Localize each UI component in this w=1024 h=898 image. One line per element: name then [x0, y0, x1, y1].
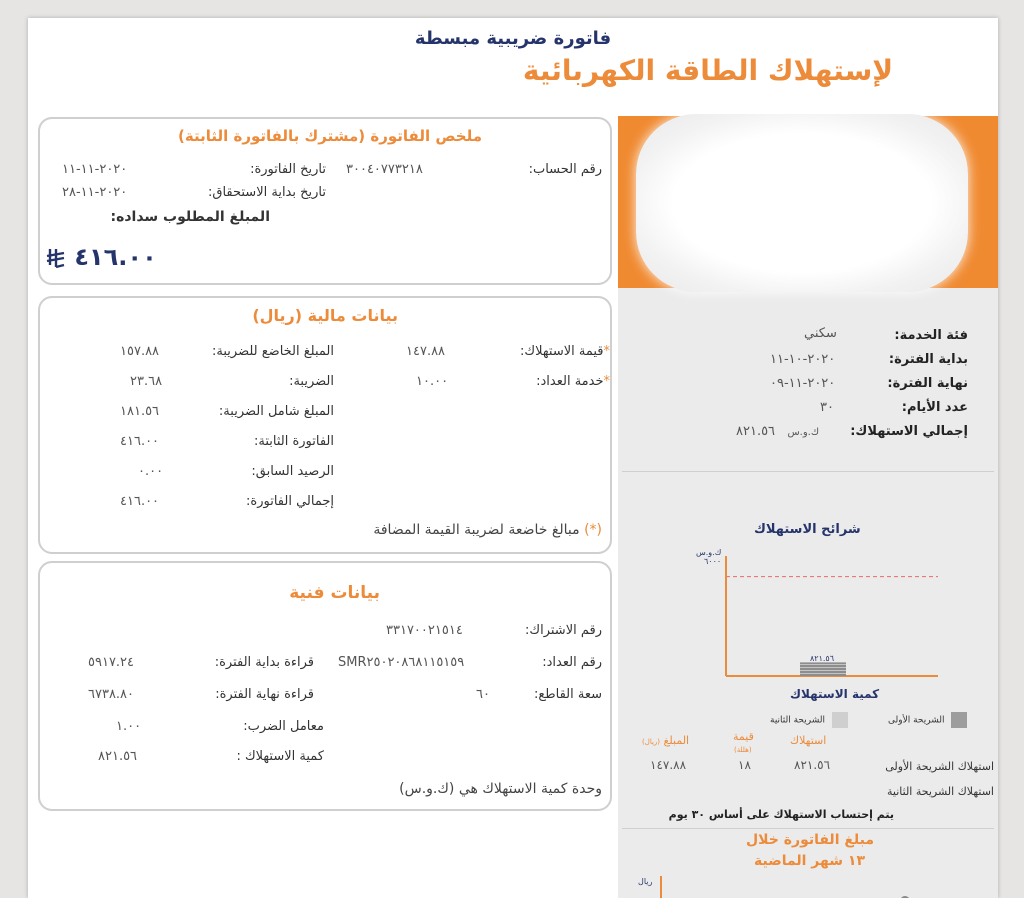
- taxable-value: ١٥٧.٨٨: [120, 344, 160, 359]
- amount-due-label: المبلغ المطلوب سداده:: [110, 209, 270, 225]
- history-y-axis: [660, 876, 662, 898]
- breaker-label: سعة القاطع:: [533, 687, 602, 702]
- col-consumption: استهلاك: [790, 734, 827, 747]
- service-category-value: سكني: [804, 326, 837, 341]
- riyal-symbol-svg: [46, 247, 66, 269]
- consumption-value-label: [520, 344, 610, 359]
- summary-title: ملخص الفاتورة (مشترك بالفاتورة الثابتة): [178, 127, 482, 145]
- chart-y-limit-label: ٦٠٠٠: [704, 557, 722, 566]
- period-end-label: نهاية الفترة:: [887, 376, 968, 391]
- legend-first-swatch: [951, 712, 967, 728]
- multiplier-value: ١.٠٠: [116, 719, 142, 734]
- vat-note-text: مبالغ خاضعة لضريبة القيمة المضافة: [373, 522, 580, 538]
- legend-first-text: الشريحة الأولى: [888, 715, 945, 726]
- total-consumption-unit: ك.و.س: [787, 427, 820, 438]
- invoice-subtitle: فاتورة ضريبية مبسطة: [414, 28, 612, 49]
- incl-tax-value: ١٨١.٥٦: [120, 404, 160, 419]
- invoice-title: لإستهلاك الطاقة الكهربائية: [522, 54, 894, 87]
- consumption-label-text: قيمة الاستهلاك:: [520, 344, 604, 359]
- total-consumption-value: [736, 424, 819, 439]
- technical-title: بيانات فنية: [289, 583, 380, 603]
- prev-balance-label: الرصيد السابق:: [251, 464, 334, 479]
- financial-box: [38, 296, 612, 554]
- meter-value: SMR٢٥٠٢٠٨٦٨١١٥١٥٩: [338, 655, 465, 670]
- meter-service-label: [536, 374, 610, 389]
- col-value-sub: (هللة): [734, 746, 752, 754]
- vat-star: *: [603, 374, 610, 389]
- tiers-chart: [718, 552, 958, 688]
- start-read-value: ٥٩١٧.٢٤: [88, 655, 135, 670]
- incl-tax-label: المبلغ شامل الضريبة:: [218, 404, 334, 419]
- legend-second: [770, 712, 848, 728]
- period-start-label: بداية الفترة:: [888, 352, 968, 367]
- quantity-value: ٨٢١.٥٦: [98, 749, 138, 764]
- tier1-consumption: ٨٢١.٥٦: [794, 758, 831, 772]
- subscription-value: ٣٣١٧٠٠٢١٥١٤: [386, 623, 463, 638]
- tax-value: ٢٣.٦٨: [130, 374, 163, 389]
- technical-box: [38, 561, 612, 811]
- tiers-chart-title: شرائح الاستهلاك: [754, 522, 861, 537]
- period-start-value: ٢٠٢٠-١٠-١١: [770, 352, 836, 367]
- due-start-label: تاريخ بداية الاستحقاق:: [207, 185, 326, 200]
- invoice-page: [28, 18, 998, 898]
- right-column: [618, 116, 998, 898]
- tier1-amount: ١٤٧.٨٨: [650, 758, 687, 772]
- subscription-label: رقم الاشتراك:: [525, 623, 602, 638]
- amount-due-value: ٤١٦.٠٠: [74, 243, 157, 271]
- days-value: ٣٠: [820, 400, 834, 415]
- history-title-1: مبلغ الفاتورة خلال: [746, 832, 875, 848]
- quantity-label: كمية الاستهلاك :: [236, 749, 324, 764]
- chart-y-unit: ك.و.س: [696, 548, 722, 557]
- fixed-bill-value: ٤١٦.٠٠: [120, 434, 160, 449]
- legend-second-text: الشريحة الثانية: [770, 715, 825, 726]
- days-label: عدد الأيام:: [901, 400, 968, 415]
- consumption-value: ١٤٧.٨٨: [406, 344, 446, 359]
- total-value: ٤١٦.٠٠: [120, 494, 160, 509]
- total-consumption-label: إجمالي الاستهلاك:: [850, 424, 968, 439]
- account-value: ٣٠٠٤٠٧٧٣٢١٨: [346, 162, 423, 177]
- legend-second-swatch: [832, 712, 848, 728]
- divider-1: [622, 471, 994, 472]
- unit-note: وحدة كمية الاستهلاك هي (ك.و.س): [399, 781, 602, 797]
- account-label: رقم الحساب:: [528, 162, 602, 177]
- legend-first: [888, 712, 967, 728]
- total-consumption-number: ٨٢١.٥٦: [736, 424, 776, 439]
- chart-x-label: كمية الاستهلاك: [790, 687, 880, 701]
- tier2-row-label: استهلاك الشريحة الثانية: [887, 785, 994, 798]
- riyal-currency-icon: [46, 247, 66, 269]
- col-value: قيمة: [733, 730, 754, 743]
- basis-note: يتم إحتساب الاستهلاك على أساس ٣٠ يوم: [668, 808, 894, 821]
- meter-label: رقم العداد:: [542, 655, 602, 670]
- end-read-value: ٦٧٣٨.٨٠: [88, 687, 135, 702]
- end-read-label: قراءة نهاية الفترة:: [215, 687, 314, 702]
- prev-balance-value: ٠.٠٠: [138, 464, 164, 479]
- col-amount: [642, 734, 689, 747]
- tax-label: الضريبة:: [289, 374, 334, 389]
- tier1-value: ١٨: [738, 758, 751, 772]
- redacted-area: [636, 114, 968, 292]
- chart-bar-label: ٨٢١.٥٦: [810, 654, 835, 663]
- fixed-bill-label: الفاتورة الثابتة:: [253, 434, 334, 449]
- invoice-date-value: ٢٠٢٠-١١-١١: [62, 162, 128, 177]
- meter-service-label-text: خدمة العداد:: [536, 374, 604, 389]
- vat-star: *: [603, 344, 610, 359]
- multiplier-label: معامل الضرب:: [243, 719, 324, 734]
- taxable-label: المبلغ الخاضع للضريبة:: [212, 344, 334, 359]
- history-y-unit: ريال: [638, 877, 653, 886]
- divider-2: [622, 828, 994, 829]
- financial-title: بيانات مالية (ريال): [252, 306, 398, 325]
- vat-note-star: (*): [584, 522, 602, 538]
- start-read-label: قراءة بداية الفترة:: [214, 655, 314, 670]
- tier1-row-label: استهلاك الشريحة الأولى: [885, 760, 994, 773]
- total-label: إجمالي الفاتورة:: [246, 494, 334, 509]
- breaker-value: ٦٠: [476, 687, 490, 702]
- summary-box: [38, 117, 612, 285]
- period-end-value: ٢٠٢٠-١١-٠٩: [770, 376, 836, 391]
- col-amount-text: المبلغ: [663, 734, 690, 747]
- meter-service-value: ١٠.٠٠: [416, 374, 449, 389]
- col-amount-sub: (ريال): [642, 738, 661, 746]
- service-category-label: فئة الخدمة:: [894, 328, 968, 343]
- history-title-2: ١٣ شهر الماضية: [754, 853, 865, 869]
- due-start-value: ٢٠٢٠-١١-٢٨: [62, 185, 128, 200]
- vat-note: [373, 522, 602, 538]
- amount-due: [46, 243, 157, 271]
- invoice-date-label: تاريخ الفاتورة:: [250, 162, 326, 177]
